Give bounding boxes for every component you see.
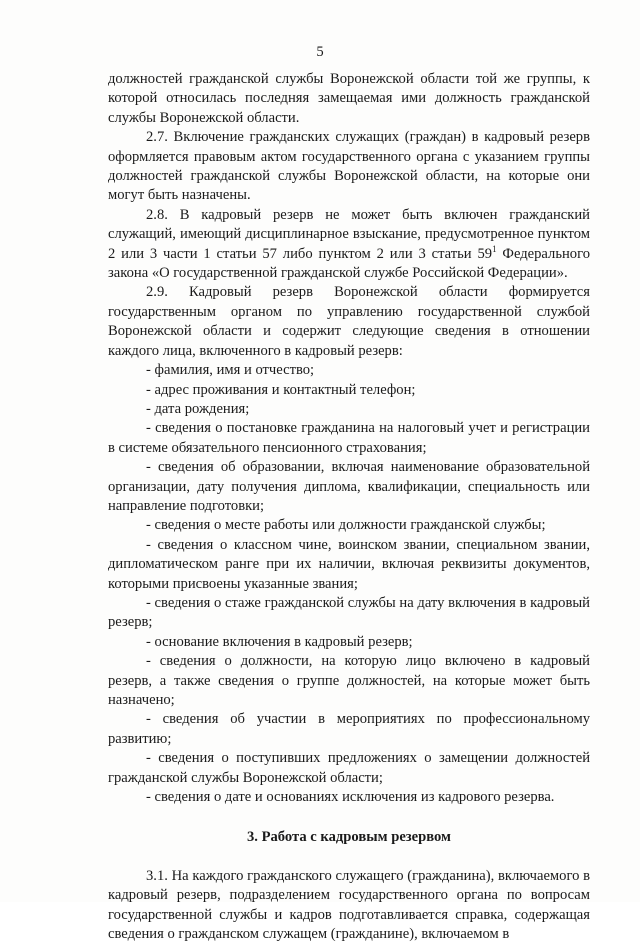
paragraph-2-9: 2.9. Кадровый резерв Воронежской области формируется государственным органом по управлению государственной службой Воронежской области и содержит следующие сведения в отношении каждого лица, включенного в кадровый резерв: <box>108 284 590 359</box>
paragraph-continuation: должностей гражданской службы Воронежской области той же группы, к которой относилась последняя замещаемая ими должность гражданской службы Воронежской области. <box>108 71 590 126</box>
list-item: - сведения о постановке гражданина на налоговый учет и регистрации в системе обязательного пенсионного страхования; <box>108 420 590 456</box>
section-heading: 3. Работа с кадровым резервом <box>246 829 451 846</box>
paragraph-2-8 <box>108 206 590 284</box>
list-item: - сведения об образовании, включая наименование образовательной организации, дату получения диплома, квалификации, специальность или направление подготовки; <box>108 459 590 514</box>
list-item: - адрес проживания и контактный телефон; <box>146 381 416 398</box>
list-item: - сведения об участии в мероприятиях по профессиональному развитию; <box>108 711 590 747</box>
paragraph-2-8-text-a: 2.8. В кадровый резерв не может быть включен гражданский служащий, имеющий дисциплинарное взыскание, предусмотренное пунктом 2 или 3 части 1 статьи 57 либо пунктом 2 или 3 статьи 59 <box>108 206 590 262</box>
document-body <box>108 70 590 944</box>
list-item: - основание включения в кадровый резерв; <box>146 633 413 650</box>
list-item: - сведения о поступивших предложениях о замещении должностей гражданской службы Воронежской области; <box>108 750 590 786</box>
list-item: - сведения о дате и основаниях исключения из кадрового резерва. <box>146 789 555 806</box>
paragraph-2-8-text-b: Федерального закона «О государственной гражданской службе Российской Федерации». <box>108 245 590 282</box>
list-item: - сведения о стаже гражданской службы на дату включения в кадровый резерв; <box>108 594 590 631</box>
paragraph-2-7: 2.7. Включение гражданских служащих (граждан) в кадровый резерв оформляется правовым актом государственного органа с указанием группы должностей гражданской службы Воронежской области, на которые они могут быть назначены. <box>108 129 590 204</box>
paragraph-2-8-superscript: 1 <box>492 243 497 254</box>
list-item: - сведения о должности, на которую лицо включено в кадровый резерв, а также сведения о группе должностей, на которые может быть назначено; <box>108 653 590 708</box>
page-number: 5 <box>316 44 324 60</box>
list-item: - дата рождения; <box>146 400 250 417</box>
list-item: - сведения о месте работы или должности гражданской службы; <box>146 517 546 534</box>
list-item: - сведения о классном чине, воинском звании, специальном звании, дипломатическом ранге при их наличии, включая реквизиты документов, которыми присвоены указанные звания; <box>108 536 590 592</box>
list-item: - фамилия, имя и отчество; <box>146 362 315 379</box>
paragraph-3-1: 3.1. На каждого гражданского служащего (гражданина), включаемого в кадровый резерв, подразделением государственного органа по вопросам государственной службы и кадров подготавливается справка, содержащая сведения о гражданском служащем (гражданине), включаемом в <box>108 867 590 943</box>
